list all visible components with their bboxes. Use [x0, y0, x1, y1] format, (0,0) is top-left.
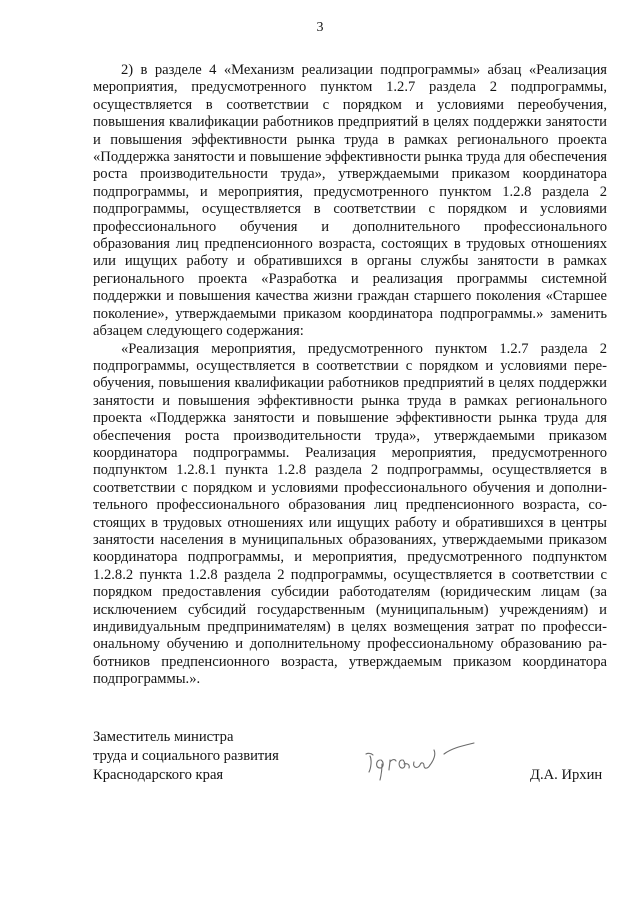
document-body	[93, 62, 607, 689]
signatory-title-line: Заместитель министра	[93, 729, 234, 745]
page-number: 3	[316, 20, 324, 35]
handwritten-signature	[362, 738, 482, 788]
signatory-title-line: Краснодарского края	[93, 767, 224, 783]
signatory-title-line: труда и социального развития	[93, 748, 279, 764]
signatory-title	[93, 728, 279, 785]
signatory-name: Д.А. Ирхин	[530, 767, 603, 783]
paragraph-replacement-text: «Реализация мероприятия, предусмотренного пунктом 1.2.7 раздела 2 подпрограммы, осуществляется в соответствии с порядком и условиями переобучения, повышения квалификации работников предприятий в целях поддержки занятости и повышения эффективности рынка труда в рамках регионального проекта «Поддержка занятости и повышение эффективности рынка труда для обеспечения роста производительности труда», утверждаемыми приказом координатора подпрограммы. Реализация мероприятия, предусмотренного подпунктом 1.2.8.1 пункта 1.2.8 раздела 2 подпрограммы, осуществляется в соответствии с порядком и условиями профессионального обучения и дополнительного профессионального образования лиц предпенсионного возраста, состоящих в трудовых отношениях или ищущих работу и обратившихся в центры занятости населения в муниципальных образованиях, утверждаемыми приказом координатора подпрограммы, и мероприятия, предусмотренного подпунктом 1.2.8.2 пункта 1.2.8 раздела 2 подпрограммы, осуществляется в соответствии с порядком предоставления субсидии работодателям (юридическим лицам (за исключением субсидий государственным (муниципальным) учреждениям) и индивидуальным предпринимателям) в целях возмещения затрат по профессиональному обучению и дополнительному профессиональному образованию работников предпенсионного возраста, утверждаемым приказом координатора подпрограммы.».	[93, 340, 607, 688]
paragraph-amendment-intro: 2) в разделе 4 «Механизм реализации подпрограммы» абзац «Реализация мероприятия, предусмотренного пунктом 1.2.7 раздела 2 подпрограммы, осуществляется в соответствии с порядком и условиями переобучения, повышения квалификации работников предприятий в целях поддержки занятости и повышения эффективности рынка труда в рамках регионального проекта «Поддержка занятости и повышение эффективности рынка труда для обеспечения роста производительности труда», утверждаемыми приказом координатора подпрограммы, и мероприятия, предусмотренного пунктом 1.2.8 раздела 2 подпрограммы, осуществляется в соответствии с порядком и условиями профессионального обучения и дополнительного профессионального образования лиц предпенсионного возраста, состоящих в трудовых отношениях или ищущих работу и обратившихся в органы службы занятости в рамках регионального проекта «Разработка и реализация программы системной поддержки и повышения качества жизни граждан старшего поколения «Старшее поколение», утверждаемыми приказом координатора подпрограммы.» заменить абзацем следующего содержания:	[93, 62, 607, 340]
